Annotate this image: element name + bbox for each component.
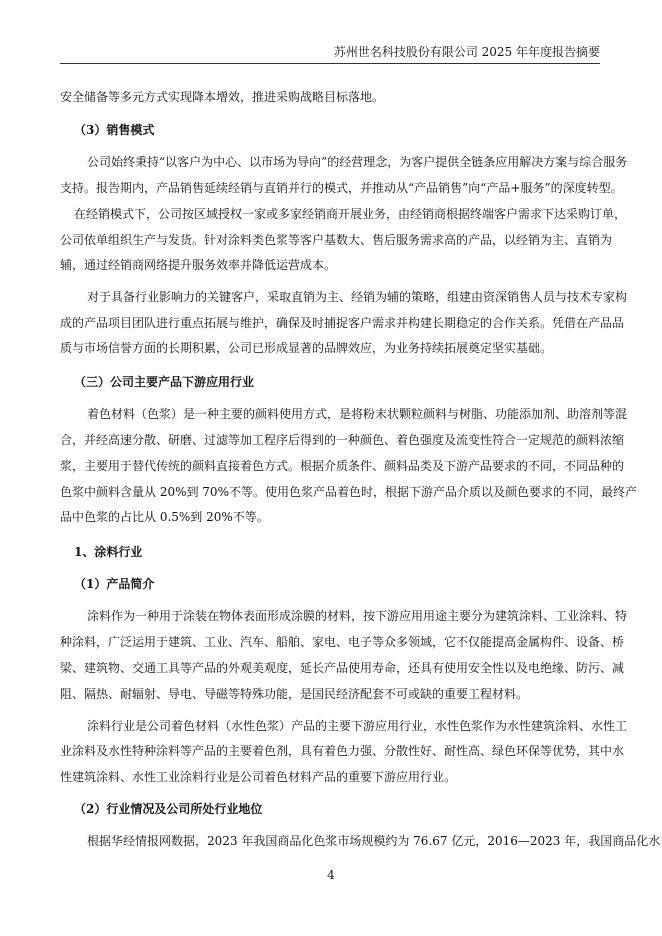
body-line: 性建筑涂料、水性工业涂料行业是公司着色材料产品的重要下游应用行业。: [60, 770, 457, 784]
body-line: 成的产品项目团队进行重点拓展与维护，确保及时捕捉客户需求并构建长期稳定的合作关系。凭借在产品品: [60, 316, 625, 330]
body-line: 品中色浆的占比从 0.5%到 20%不等。: [60, 510, 269, 524]
body-line: 业涂料及水性特种涂料等产品的主要着色剂，具有着色力强、分散性好、耐性高、绿色环保等优势，其中水: [60, 744, 625, 758]
body-line: 根据华经情报网数据，2023 年我国商品化色浆市场规模约为 76.67 亿元，2016—2023 年，我国商品化水: [87, 834, 661, 848]
body-line: 支持。报告期内，产品销售延续经销与直销并行的模式，并推动从“产品销售”向“产品+服务”的深度转型。: [60, 181, 623, 195]
section-heading-industry-status: （2）行业情况及公司所处行业地位: [74, 802, 263, 816]
body-line: 辅，通过经销商网络提升服务效率并降低运营成本。: [60, 258, 337, 272]
body-line: 公司始终秉持“以客户为中心、以市场为导向”的经营理念，为客户提供全链条应用解决方案与综合服务: [87, 155, 628, 169]
body-line: 种涂料，广泛运用于建筑、工业、汽车、船舶、家电、电子等众多领域，它不仅能提高金属构件、设备、桥: [60, 635, 625, 649]
body-line: 在经销模式下，公司按区域授权一家或多家经销商开展业务，由经销商根据终端客户需求下达采购订单，: [74, 207, 627, 221]
body-line: 阻、隔热、耐辐射、导电、导磁等特殊功能，是国民经济配套不可或缺的重要工程材料。: [60, 687, 529, 701]
section-heading-coatings-industry: 1、涂料行业: [74, 545, 143, 559]
body-line: 色浆中颜料含量从 20%到 70%不等。使用色浆产品着色时，根据下游产品介质以及颜色要求的不同，最终产: [60, 485, 637, 499]
body-line: 涂料行业是公司着色材料（水性色浆）产品的主要下游应用行业，水性色浆作为水性建筑涂料、水性工: [87, 719, 628, 733]
section-heading-product-intro: （1）产品简介: [74, 577, 155, 591]
body-line: 公司依单组织生产与发货。针对涂料类色浆等客户基数大、售后服务需求高的产品，以经销为主、直销为: [60, 233, 613, 247]
body-line: 梁、建筑物、交通工具等产品的外观美观度，延长产品使用寿命，还具有使用安全性以及电绝缘、防污、减: [60, 661, 625, 675]
header-rule: [60, 63, 600, 64]
body-line: 着色材料（色浆）是一种主要的颜料使用方式，是将粉末状颗粒颜料与树脂、功能添加剂、助溶剂等混: [87, 407, 628, 421]
body-line: 安全储备等多元方式实现降本增效，推进采购战略目标落地。: [60, 90, 385, 104]
body-line: 质与市场信誉方面的长期积累，公司已形成显著的品牌效应，为业务持续拓展奠定坚实基础。: [60, 341, 553, 355]
page-number: 4: [327, 868, 335, 882]
body-line: 对于具备行业影响力的关键客户，采取直销为主、经销为辅的策略，组建由资深销售人员与技术专家构: [87, 290, 628, 304]
section-heading-downstream: （三）公司主要产品下游应用行业: [74, 375, 255, 389]
section-heading-sales-model: （3）销售模式: [74, 123, 155, 137]
body-line: 涂料作为一种用于涂装在物体表面形成涂膜的材料，按下游应用用途主要分为建筑涂料、工业涂料、特: [87, 609, 628, 623]
body-line: 浆，主要用于替代传统的颜料直接着色方式。根据介质条件、颜料品类及下游产品要求的不同，不同品种的: [60, 459, 625, 473]
running-header: 苏州世名科技股份有限公司 2025 年年度报告摘要: [333, 45, 600, 59]
body-line: 合，并经高速分散、研磨、过滤等加工程序后得到的一种颜色、着色强度及流变性符合一定规范的颜料浓缩: [60, 433, 625, 447]
